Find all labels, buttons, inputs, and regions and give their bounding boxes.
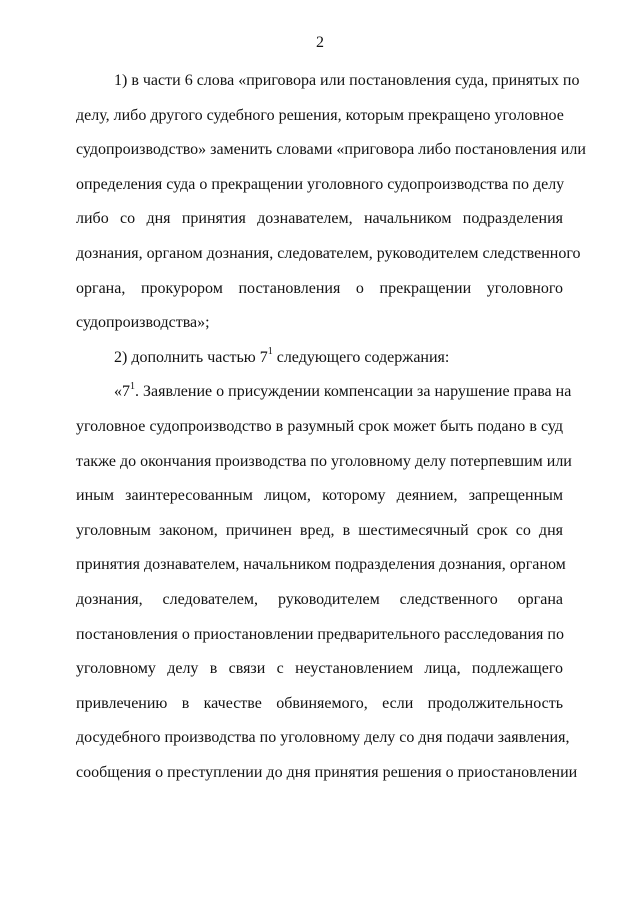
paragraph-3 bbox=[76, 375, 578, 790]
superscript: 1 bbox=[267, 346, 273, 358]
text-line: сообщения о преступлении до дня принятия решения о приостановлении bbox=[76, 763, 578, 781]
text-line bbox=[76, 341, 563, 376]
text-line: дознания, органом дознания, следователем, руководителем следственного bbox=[76, 244, 581, 262]
text-line: судопроизводство» заменить словами «приговора либо постановления или bbox=[76, 141, 586, 159]
document-body bbox=[76, 64, 586, 790]
text-line: уголовным законом, причинен вред, в шестимесячный срок со дня bbox=[76, 521, 563, 539]
text-line: также до окончания производства по уголовному делу потерпевшим или bbox=[76, 452, 572, 470]
text-line: уголовное судопроизводство в разумный срок может быть подано в суд bbox=[76, 417, 563, 435]
text-fragment: «7 bbox=[114, 383, 130, 401]
text-fragment: . Заявление о присуждении компенсации за нарушение права на bbox=[135, 383, 572, 401]
superscript: 1 bbox=[130, 381, 135, 393]
text-fragment: следующего содержания: bbox=[272, 348, 450, 366]
text-line: органа, прокурором постановления о прекращении уголовного bbox=[76, 279, 563, 297]
text-fragment: 2) дополнить частью 7 bbox=[114, 348, 268, 366]
text-line: делу, либо другого судебного решения, которым прекращено уголовное bbox=[76, 106, 564, 124]
text-line: привлечению в качестве обвиняемого, если продолжительность bbox=[76, 694, 563, 712]
text-line: иным заинтересованным лицом, которому деянием, запрещенным bbox=[76, 487, 563, 505]
text-line bbox=[76, 375, 572, 410]
text-line: уголовному делу в связи с неустановлением лица, подлежащего bbox=[76, 660, 563, 678]
paragraph-1 bbox=[76, 64, 586, 341]
paragraph-2 bbox=[76, 341, 563, 376]
text-line: 1) в части 6 слова «приговора или постановления суда, принятых по bbox=[114, 72, 580, 89]
text-line: судопроизводства»; bbox=[76, 314, 210, 332]
text-line: досудебного производства по уголовному делу со дня подачи заявления, bbox=[76, 729, 570, 747]
text-line: определения суда о прекращении уголовного судопроизводства по делу bbox=[76, 175, 565, 193]
text-line: постановления о приостановлении предварительного расследования по bbox=[76, 625, 564, 643]
page-number: 2 bbox=[316, 34, 324, 51]
text-line: принятия дознавателем, начальником подразделения дознания, органом bbox=[76, 556, 566, 574]
text-line: дознания, следователем, руководителем следственного органа bbox=[76, 590, 563, 608]
text-line: либо со дня принятия дознавателем, начальником подразделения bbox=[76, 210, 563, 228]
